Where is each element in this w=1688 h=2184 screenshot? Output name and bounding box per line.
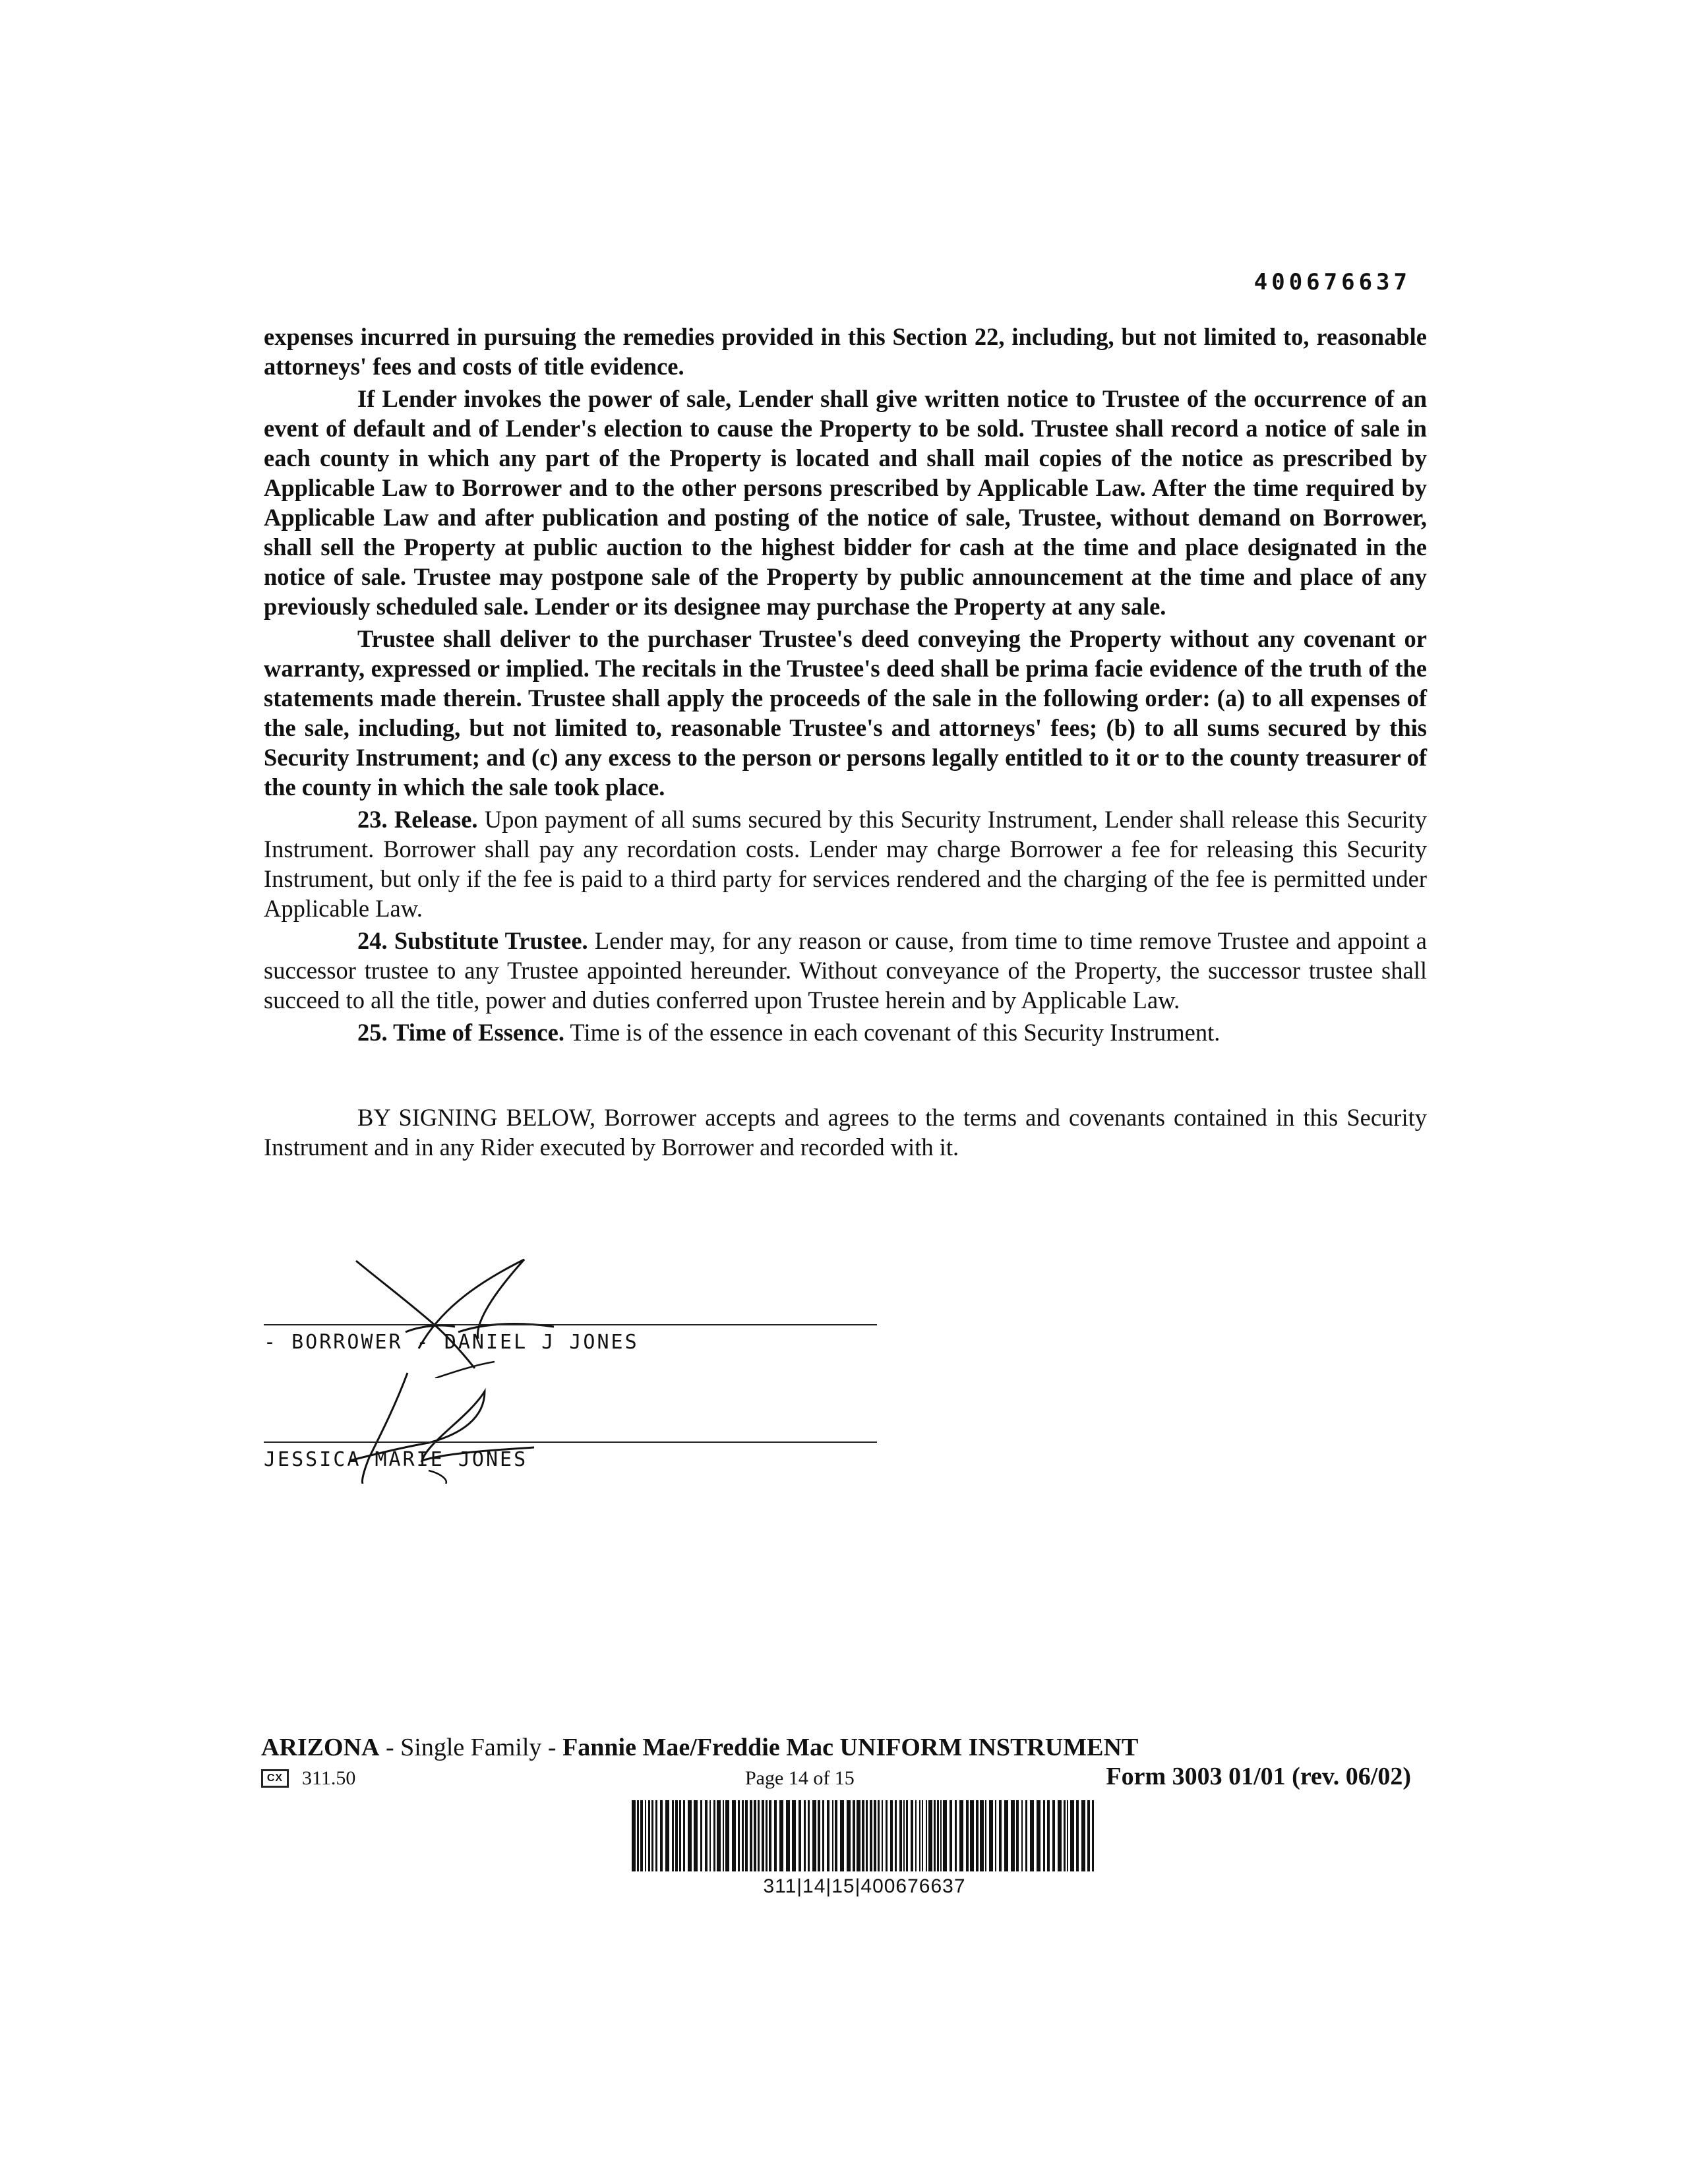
signature-daniel-jones (343, 1253, 593, 1378)
section-23-heading: 23. Release. (357, 806, 478, 833)
signature-line-1 (264, 1324, 877, 1325)
paragraph-trustee-deed: Trustee shall deliver to the purchaser Trustee's deed conveying the Property without any covenant or warranty, expressed or implied. The recitals in the Trustee's deed shall be prima facie evidence of the truth of the statements made therein. Trustee shall apply the proceeds of the sale in the following order: (a) to all expenses of the sale, including, but not limited to, reasonable Trustee's and attorneys' fees; (b) to all sums secured by this Security Instrument; and (c) any excess to the person or persons legally entitled to it or to the county treasurer of the county in which the sale took place. (264, 625, 1427, 801)
page-number: Page 14 of 15 (745, 1767, 855, 1789)
signature-line-2 (264, 1441, 877, 1443)
form-code: 311.50 (302, 1767, 356, 1789)
form-title (261, 1733, 1138, 1762)
section-23-release (264, 804, 1427, 923)
section-24-heading: 24. Substitute Trustee. (357, 927, 588, 954)
barcode-text: 311|14|15|400676637 (763, 1875, 966, 1897)
barcode (632, 1800, 1097, 1871)
section-25-text: Time is of the essence in each covenant of this Security Instrument. (564, 1019, 1221, 1046)
section-25-time-of-essence (264, 1017, 1427, 1047)
paragraph-power-of-sale: If Lender invokes the power of sale, Lender shall give written notice to Trustee of the occurrence of an event of default and of Lender's election to cause the Property to be sold. Trustee shall record a notice of sale in each county in which any part of the Property is located and shall mail copies of the notice as prescribed by Applicable Law to Borrower and to the other persons prescribed by Applicable Law. After the time required by Applicable Law and after publication and posting of the notice of sale, Trustee, without demand on Borrower, shall sell the Property at public auction to the highest bidder for cash at the time and place designated in the notice of sale. Trustee may postpone sale of the Property by public announcement at the time and place of any previously scheduled sale. Lender or its designee may purchase the Property at any sale. (264, 385, 1427, 620)
borrower-1-label: - BORROWER - DANIEL J JONES (264, 1331, 639, 1354)
form-instrument: Fannie Mae/Freddie Mac UNIFORM INSTRUMENT (562, 1734, 1139, 1761)
signature-area (264, 1253, 884, 1490)
signing-statement: BY SIGNING BELOW, Borrower accepts and agrees to the terms and covenants contained in this Security Instrument and in any Rider executed by Borrower and recorded with it. (264, 1104, 1427, 1161)
section-24-substitute-trustee (264, 926, 1427, 1015)
form-title-separator: - Single Family - (379, 1734, 563, 1761)
form-number: Form 3003 01/01 (rev. 06/02) (1106, 1763, 1411, 1790)
paragraph-remedies-expenses: expenses incurred in pursuing the remedies provided in this Section 22, including, but not limited to, reasonable attorneys' fees and costs of title evidence. (264, 323, 1427, 380)
document-body (264, 322, 1427, 1165)
loan-number: 400676637 (1253, 269, 1411, 295)
cx-logo: CX (261, 1769, 289, 1788)
section-23-text: Upon payment of all sums secured by this Security Instrument, Lender shall release this Security Instrument. Borrower shall pay any recordation costs. Lender may charge Borrower a fee for releasing this Security Instrument, but only if the fee is paid to a third party for services rendered and the charging of the fee is permitted under Applicable Law. (264, 806, 1427, 922)
section-24-text: Lender may, for any reason or cause, from time to time remove Trustee and appoint a successor trustee to any Trustee appointed hereunder. Without conveyance of the Property, the successor trustee shall succeed to all the title, power and duties conferred upon Trustee herein and by Applicable Law. (264, 927, 1427, 1014)
borrower-2-label: JESSICA MARIE JONES (264, 1448, 528, 1471)
form-state: ARIZONA (261, 1734, 380, 1761)
form-code-block (261, 1767, 355, 1790)
section-25-heading: 25. Time of Essence. (357, 1019, 564, 1046)
